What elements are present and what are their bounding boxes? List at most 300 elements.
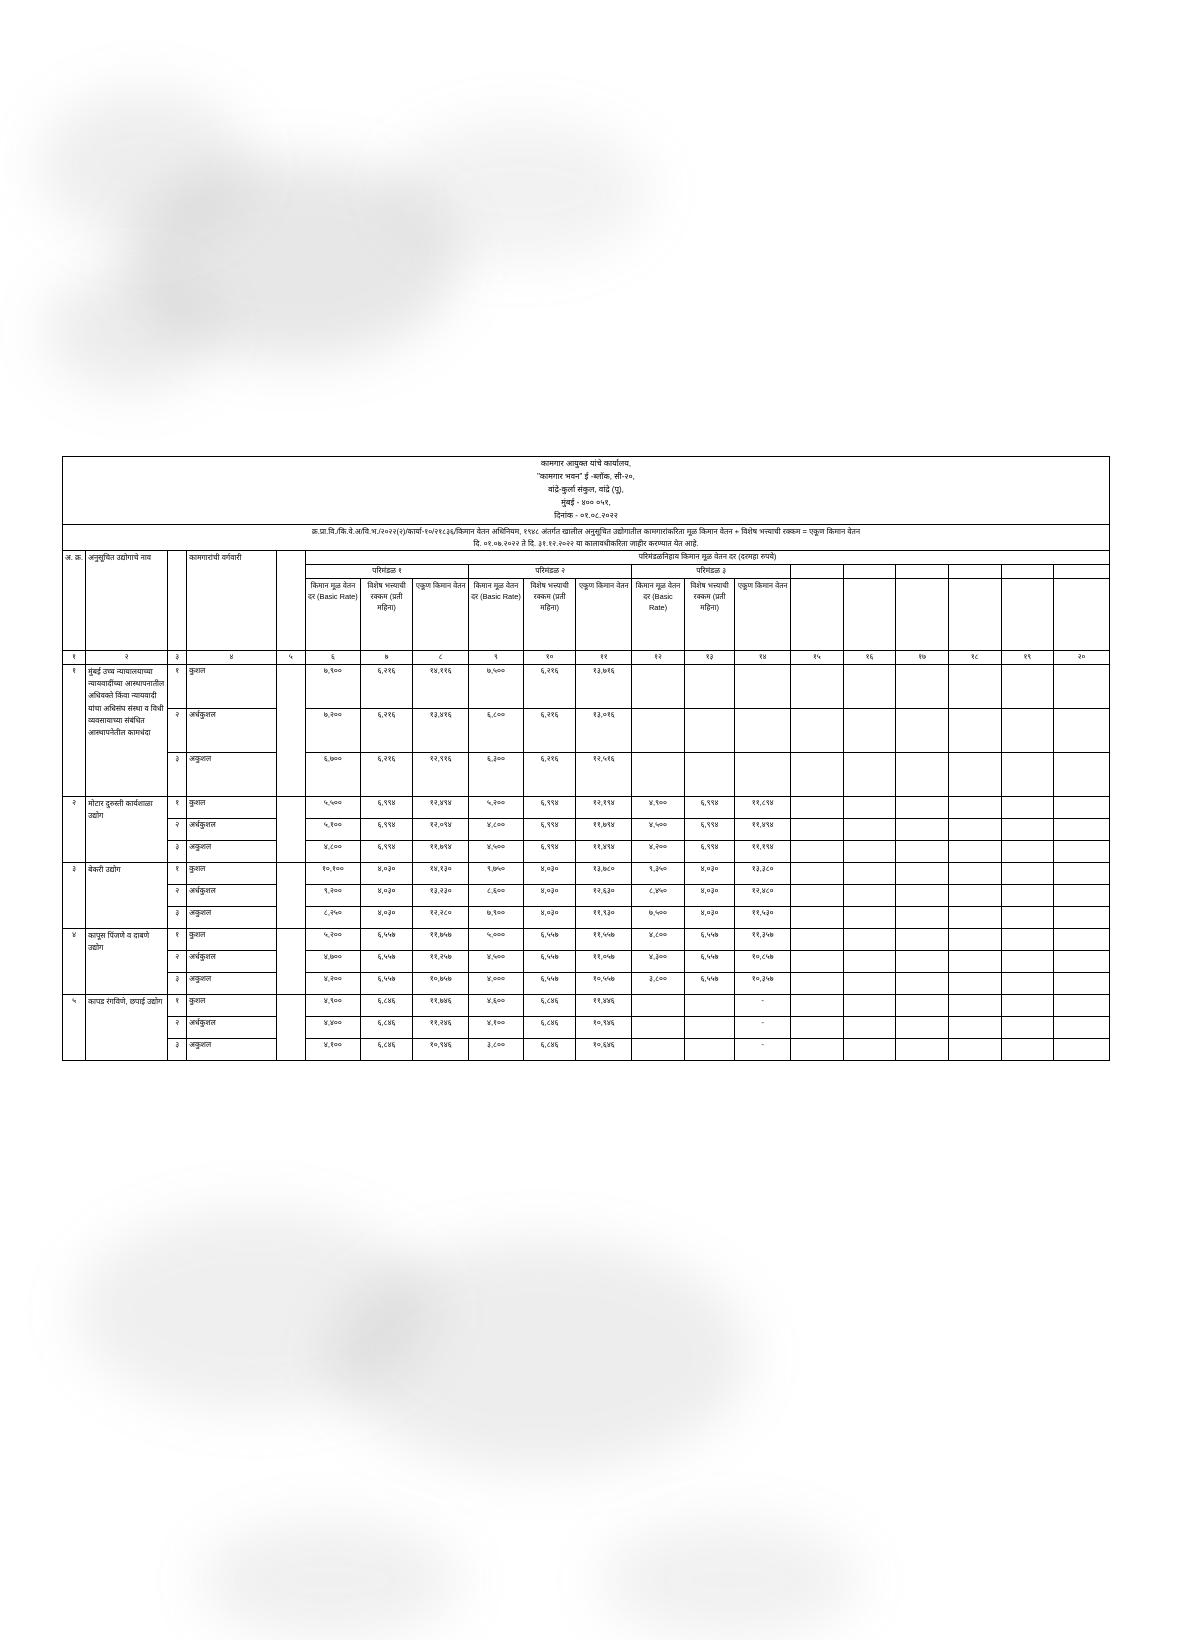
cell-col17	[896, 1016, 949, 1038]
row-blank-col5	[276, 796, 305, 862]
category-label: अर्धकुशल	[187, 818, 276, 840]
header-industry-name: अनुसूचित उद्योगाचे नाव	[86, 551, 168, 651]
header-blank-17	[896, 578, 949, 650]
office-line-4: मुंबई - ४०० ०५१,	[561, 497, 611, 507]
z1-total-wage: १२,४९४	[413, 796, 469, 818]
z3-special-allowance	[684, 1016, 735, 1038]
cell-col18	[948, 972, 1001, 994]
colnum-3: ३	[168, 650, 187, 664]
cell-col18	[948, 1016, 1001, 1038]
cell-col20	[1054, 752, 1110, 796]
z3-basic-rate: ४,२००	[632, 840, 685, 862]
cell-col15	[791, 818, 844, 840]
colnum-6: ६	[306, 650, 361, 664]
z2-total-wage: १३,७८०	[576, 862, 632, 884]
z3-total-wage: -	[735, 1038, 791, 1060]
z2-basic-rate: ९,७५०	[469, 862, 524, 884]
header-zone-blank-20	[1054, 565, 1110, 579]
z1-basic-rate: ५,५००	[306, 796, 361, 818]
z1-special-allowance: ६,९९४	[360, 796, 413, 818]
z2-basic-rate: ६,८००	[469, 708, 524, 752]
z1-special-allowance: ६,८४६	[360, 1038, 413, 1060]
z2-special-allowance: ४,०३०	[523, 906, 576, 928]
cell-col15	[791, 708, 844, 752]
cell-col19	[1001, 906, 1054, 928]
cell-col17	[896, 752, 949, 796]
z2-total-wage: ११,४९४	[576, 840, 632, 862]
z2-total-wage: १०,५५७	[576, 972, 632, 994]
category-label: अर्धकुशल	[187, 708, 276, 752]
z3-special-allowance: ६,९९४	[684, 818, 735, 840]
cell-col18	[948, 928, 1001, 950]
cell-col18	[948, 906, 1001, 928]
table-row	[63, 818, 1110, 840]
row-industry-name: मोटार दुरुस्ती कार्यशाळा उद्योग	[86, 796, 168, 862]
z2-special-allowance: ६,९९४	[523, 796, 576, 818]
colnum-20: २०	[1054, 650, 1110, 664]
z2-total-wage: १२,६३०	[576, 884, 632, 906]
z1-special-allowance: ४,०३०	[360, 862, 413, 884]
z1-special-allowance: ६,५५७	[360, 928, 413, 950]
cell-col19	[1001, 972, 1054, 994]
cell-col16	[843, 862, 896, 884]
z3-total-wage: ११,५३०	[735, 906, 791, 928]
z1-total-wage: १२,२८०	[413, 906, 469, 928]
cell-col18	[948, 950, 1001, 972]
header-zone-3: परिमंडळ ३	[632, 565, 791, 579]
z2-total-wage: १०,९४६	[576, 1016, 632, 1038]
office-line-1: कामगार आयुक्त यांचे कार्यालय,	[540, 459, 632, 468]
category-no: २	[168, 950, 187, 972]
header-worker-category: कामगारांची वर्गवारी	[187, 551, 276, 651]
z3-basic-rate	[632, 1038, 685, 1060]
table-row	[63, 862, 1110, 884]
z2-total-wage: १२,१९४	[576, 796, 632, 818]
cell-col15	[791, 928, 844, 950]
cell-col15	[791, 862, 844, 884]
z1-total-wage: ११,२४६	[413, 1016, 469, 1038]
z2-total-wage: ११,५५७	[576, 928, 632, 950]
z1-basic-rate: १०,१००	[306, 862, 361, 884]
header-z3-total-wage: एकूण किमान वेतन	[735, 578, 791, 650]
category-no: ३	[168, 1038, 187, 1060]
z2-basic-rate: ७,९००	[469, 906, 524, 928]
z1-total-wage: ११,७५७	[413, 928, 469, 950]
z3-total-wage	[735, 664, 791, 708]
header-z2-special-allowance: विशेष भत्त्याची रक्कम (प्रती महिना)	[523, 578, 576, 650]
category-no: १	[168, 796, 187, 818]
z2-basic-rate: ४,५००	[469, 840, 524, 862]
cell-col19	[1001, 840, 1054, 862]
cell-col17	[896, 1038, 949, 1060]
cell-col15	[791, 1016, 844, 1038]
z3-special-allowance	[684, 1038, 735, 1060]
scan-artifact	[45, 270, 215, 390]
category-no: ३	[168, 752, 187, 796]
z2-basic-rate: ४,८००	[469, 818, 524, 840]
cell-col16	[843, 884, 896, 906]
z2-special-allowance: ४,०३०	[523, 884, 576, 906]
z3-total-wage: ११,८९४	[735, 796, 791, 818]
colnum-1: १	[63, 650, 86, 664]
header-category-no	[168, 551, 187, 651]
cell-col16	[843, 928, 896, 950]
row-industry-name: कापूस पिंजणे व दाबणे उद्योग	[86, 928, 168, 994]
cell-col19	[1001, 796, 1054, 818]
category-label: कुशल	[187, 796, 276, 818]
cell-col19	[1001, 862, 1054, 884]
table-row	[63, 906, 1110, 928]
table-row	[63, 796, 1110, 818]
z3-basic-rate: ९,३५०	[632, 862, 685, 884]
cell-col19	[1001, 1016, 1054, 1038]
z2-total-wage: ११,९३०	[576, 906, 632, 928]
header-blank-18	[948, 578, 1001, 650]
colnum-14: १४	[735, 650, 791, 664]
cell-col16	[843, 818, 896, 840]
z2-basic-rate: ५,२००	[469, 796, 524, 818]
category-no: २	[168, 708, 187, 752]
cell-col20	[1054, 884, 1110, 906]
z2-basic-rate: ८,६००	[469, 884, 524, 906]
category-no: ३	[168, 906, 187, 928]
row-blank-col5	[276, 928, 305, 994]
office-header-row	[63, 457, 1110, 525]
row-industry-name: मुंबई उच्च न्यायालयाच्या न्यायवादींच्या आस्थापनातील अधिवक्ते किंवा न्यायवादी यांचा अधिसंघ संस्था व विधी व्यवसायाच्या संबंधित आस्थापनेतील कामधंदा	[86, 664, 168, 796]
row-industry-name: कापड रंगविणे, छपाई उद्योग	[86, 994, 168, 1060]
cell-col20	[1054, 818, 1110, 840]
z3-total-wage: १०,३५७	[735, 972, 791, 994]
row-sr-no: १	[63, 664, 86, 796]
header-row-1	[63, 551, 1110, 565]
z1-basic-rate: ४,४००	[306, 1016, 361, 1038]
z1-basic-rate: ४,९००	[306, 994, 361, 1016]
category-label: अकुशल	[187, 840, 276, 862]
z1-special-allowance: ६,८४६	[360, 994, 413, 1016]
z3-total-wage: -	[735, 994, 791, 1016]
cell-col15	[791, 840, 844, 862]
z1-special-allowance: ६,२१६	[360, 664, 413, 708]
category-label: कुशल	[187, 928, 276, 950]
z3-total-wage	[735, 752, 791, 796]
z3-total-wage: ११,३५७	[735, 928, 791, 950]
cell-col17	[896, 884, 949, 906]
cell-col17	[896, 994, 949, 1016]
z1-basic-rate: ४,८००	[306, 840, 361, 862]
category-label: कुशल	[187, 994, 276, 1016]
office-date-line: दिनांक - ०१.०८.२०२२	[554, 510, 618, 520]
z3-special-allowance	[684, 708, 735, 752]
cell-col15	[791, 752, 844, 796]
header-z1-basic-rate: किमान मूळ वेतन दर (Basic Rate)	[306, 578, 361, 650]
z2-basic-rate: ७,५००	[469, 664, 524, 708]
z2-special-allowance: ६,९९४	[523, 818, 576, 840]
cell-col19	[1001, 994, 1054, 1016]
row-blank-col5	[276, 664, 305, 796]
colnum-5: ५	[276, 650, 305, 664]
cell-col20	[1054, 796, 1110, 818]
z1-basic-rate: ६,७००	[306, 752, 361, 796]
cell-col17	[896, 972, 949, 994]
scan-artifact	[390, 120, 650, 260]
cell-col19	[1001, 664, 1054, 708]
cell-col15	[791, 972, 844, 994]
row-blank-col5	[276, 994, 305, 1060]
document-sheet	[62, 456, 1110, 1061]
cell-col20	[1054, 708, 1110, 752]
colnum-18: १८	[948, 650, 1001, 664]
cell-col16	[843, 840, 896, 862]
cell-col17	[896, 796, 949, 818]
z1-basic-rate: ७,२००	[306, 708, 361, 752]
colnum-2: २	[86, 650, 168, 664]
cell-col18	[948, 818, 1001, 840]
cell-col15	[791, 796, 844, 818]
z3-basic-rate	[632, 1016, 685, 1038]
cell-col17	[896, 708, 949, 752]
z2-basic-rate: ४,०००	[469, 972, 524, 994]
z2-special-allowance: ६,५५७	[523, 972, 576, 994]
cell-col16	[843, 906, 896, 928]
office-header-block	[63, 457, 1110, 525]
header-z3-basic-rate: किमान मूळ वेतन दर (Basic Rate)	[632, 578, 685, 650]
office-line-3: वांद्रे-कुर्ला संकुल, वांद्रे (पू),	[548, 484, 624, 494]
z3-special-allowance	[684, 664, 735, 708]
row-sr-no: ५	[63, 994, 86, 1060]
z3-basic-rate: ४,८००	[632, 928, 685, 950]
colnum-10: १०	[523, 650, 576, 664]
category-no: १	[168, 928, 187, 950]
cell-col17	[896, 818, 949, 840]
header-z3-special-allowance: विशेष भत्त्याची रक्कम (प्रती महिना)	[684, 578, 735, 650]
colnum-12: १२	[632, 650, 685, 664]
z1-special-allowance: ४,०३०	[360, 906, 413, 928]
z1-basic-rate: ९,२००	[306, 884, 361, 906]
table-row	[63, 708, 1110, 752]
header-sr-no: अ. क्र.	[63, 551, 86, 651]
colnum-16: १६	[843, 650, 896, 664]
cell-col19	[1001, 1038, 1054, 1060]
z3-total-wage: ११,४९४	[735, 818, 791, 840]
cell-col17	[896, 950, 949, 972]
category-no: २	[168, 818, 187, 840]
cell-col16	[843, 1038, 896, 1060]
colnum-11: ११	[576, 650, 632, 664]
z1-special-allowance: ६,८४६	[360, 1016, 413, 1038]
category-label: अकुशल	[187, 1038, 276, 1060]
header-blank-19	[1001, 578, 1054, 650]
scan-artifact	[130, 160, 460, 360]
cell-col18	[948, 664, 1001, 708]
z3-special-allowance: ४,०३०	[684, 884, 735, 906]
cell-col16	[843, 994, 896, 1016]
header-z2-total-wage: एकूण किमान वेतन	[576, 578, 632, 650]
table-row	[63, 840, 1110, 862]
cell-col16	[843, 972, 896, 994]
z2-basic-rate: ४,६००	[469, 994, 524, 1016]
z1-basic-rate: ५,२००	[306, 928, 361, 950]
header-zone-group-title: परिमंडळनिहाय किमान मूळ वेतन दर (दरमहा रुपये)	[306, 551, 1110, 565]
cell-col20	[1054, 664, 1110, 708]
header-zone-1: परिमंडळ १	[306, 565, 469, 579]
cell-col18	[948, 862, 1001, 884]
reference-block	[63, 524, 1110, 551]
header-zone-blank-19	[1001, 565, 1054, 579]
header-zone-blank-17	[896, 565, 949, 579]
z1-total-wage: ११,७९४	[413, 840, 469, 862]
z3-basic-rate	[632, 664, 685, 708]
category-no: २	[168, 884, 187, 906]
z2-basic-rate: ३,८००	[469, 1038, 524, 1060]
scan-artifact	[200, 1520, 460, 1640]
z2-special-allowance: ६,८४६	[523, 1016, 576, 1038]
table-row	[63, 1038, 1110, 1060]
row-sr-no: २	[63, 796, 86, 862]
z1-total-wage: ११,२५७	[413, 950, 469, 972]
row-sr-no: ३	[63, 862, 86, 928]
category-no: ३	[168, 972, 187, 994]
category-no: ३	[168, 840, 187, 862]
category-no: २	[168, 1016, 187, 1038]
header-blank-col5	[276, 551, 305, 651]
reference-row	[63, 524, 1110, 551]
cell-col18	[948, 752, 1001, 796]
cell-col15	[791, 994, 844, 1016]
scan-artifact	[330, 1240, 750, 1470]
z2-total-wage: १३,७१६	[576, 664, 632, 708]
table-row	[63, 884, 1110, 906]
z1-total-wage: १४,११६	[413, 664, 469, 708]
cell-col20	[1054, 950, 1110, 972]
z3-basic-rate: ४,५००	[632, 818, 685, 840]
z3-special-allowance: ६,५५७	[684, 950, 735, 972]
table-row	[63, 664, 1110, 708]
z3-basic-rate: ४,३००	[632, 950, 685, 972]
z2-total-wage: ११,०५७	[576, 950, 632, 972]
z1-special-allowance: ४,०३०	[360, 884, 413, 906]
z1-basic-rate: ४,२००	[306, 972, 361, 994]
category-label: अर्धकुशल	[187, 884, 276, 906]
cell-col18	[948, 840, 1001, 862]
z3-basic-rate	[632, 994, 685, 1016]
cell-col15	[791, 950, 844, 972]
cell-col16	[843, 664, 896, 708]
header-zone-blank-15	[791, 565, 844, 579]
z3-basic-rate	[632, 708, 685, 752]
colnum-19: १९	[1001, 650, 1054, 664]
category-no: १	[168, 862, 187, 884]
category-label: अर्धकुशल	[187, 950, 276, 972]
row-sr-no: ४	[63, 928, 86, 994]
z2-special-allowance: ६,५५७	[523, 928, 576, 950]
table-row	[63, 1016, 1110, 1038]
z3-special-allowance: ६,९९४	[684, 840, 735, 862]
z1-special-allowance: ६,२१६	[360, 708, 413, 752]
colnum-8: ८	[413, 650, 469, 664]
z1-basic-rate: ५,१००	[306, 818, 361, 840]
cell-col18	[948, 1038, 1001, 1060]
z1-total-wage: १३,२३०	[413, 884, 469, 906]
cell-col17	[896, 862, 949, 884]
table-row	[63, 994, 1110, 1016]
z1-total-wage: १०,९४६	[413, 1038, 469, 1060]
minimum-wage-table	[62, 456, 1110, 1061]
z2-total-wage: ११,४४६	[576, 994, 632, 1016]
cell-col20	[1054, 1016, 1110, 1038]
cell-col16	[843, 950, 896, 972]
cell-col20	[1054, 972, 1110, 994]
z2-basic-rate: ६,३००	[469, 752, 524, 796]
z1-special-allowance: ६,५५७	[360, 950, 413, 972]
category-label: अकुशल	[187, 906, 276, 928]
z1-special-allowance: ६,९९४	[360, 840, 413, 862]
z2-special-allowance: ६,२१६	[523, 664, 576, 708]
cell-col20	[1054, 994, 1110, 1016]
z1-basic-rate: ४,१००	[306, 1038, 361, 1060]
cell-col17	[896, 906, 949, 928]
cell-col17	[896, 928, 949, 950]
cell-col15	[791, 664, 844, 708]
cell-col18	[948, 708, 1001, 752]
z2-total-wage: १२,५१६	[576, 752, 632, 796]
cell-col20	[1054, 862, 1110, 884]
table-row	[63, 972, 1110, 994]
header-z1-total-wage: एकूण किमान वेतन	[413, 578, 469, 650]
z3-special-allowance	[684, 752, 735, 796]
z1-special-allowance: ६,२१६	[360, 752, 413, 796]
category-no: १	[168, 994, 187, 1016]
z2-special-allowance: ६,९९४	[523, 840, 576, 862]
cell-col16	[843, 796, 896, 818]
z1-total-wage: ११,७४६	[413, 994, 469, 1016]
cell-col20	[1054, 928, 1110, 950]
z3-special-allowance	[684, 994, 735, 1016]
cell-col16	[843, 1016, 896, 1038]
z3-special-allowance: ६,५५७	[684, 972, 735, 994]
cell-col16	[843, 708, 896, 752]
cell-col15	[791, 1038, 844, 1060]
cell-col18	[948, 884, 1001, 906]
column-number-row	[63, 650, 1110, 664]
z2-special-allowance: ६,२१६	[523, 752, 576, 796]
z2-basic-rate: ४,१००	[469, 1016, 524, 1038]
cell-col17	[896, 840, 949, 862]
z1-special-allowance: ६,९९४	[360, 818, 413, 840]
cell-col19	[1001, 884, 1054, 906]
z3-basic-rate: ८,४५०	[632, 884, 685, 906]
header-zone-blank-18	[948, 565, 1001, 579]
header-zone-2: परिमंडळ २	[469, 565, 632, 579]
z2-special-allowance: ४,०३०	[523, 862, 576, 884]
category-label: कुशल	[187, 664, 276, 708]
colnum-7: ७	[360, 650, 413, 664]
scan-artifact	[600, 1520, 860, 1640]
category-label: अकुशल	[187, 972, 276, 994]
category-label: अर्धकुशल	[187, 1016, 276, 1038]
table-body	[63, 457, 1110, 1061]
z1-basic-rate: ४,७००	[306, 950, 361, 972]
cell-col15	[791, 906, 844, 928]
z1-total-wage: १०,७५७	[413, 972, 469, 994]
reference-line-2: दि. ०१.०७.२०२२ ते दि. ३१.१२.२०२२ या कालावधीकरिता जाहीर करण्यात येत आहे.	[473, 538, 699, 548]
z3-total-wage: ११,१९४	[735, 840, 791, 862]
colnum-9: ९	[469, 650, 524, 664]
row-industry-name: बेकरी उद्योग	[86, 862, 168, 928]
cell-col15	[791, 884, 844, 906]
z2-basic-rate: ५,०००	[469, 928, 524, 950]
z2-special-allowance: ६,२१६	[523, 708, 576, 752]
header-z2-basic-rate: किमान मूळ वेतन दर (Basic Rate)	[469, 578, 524, 650]
